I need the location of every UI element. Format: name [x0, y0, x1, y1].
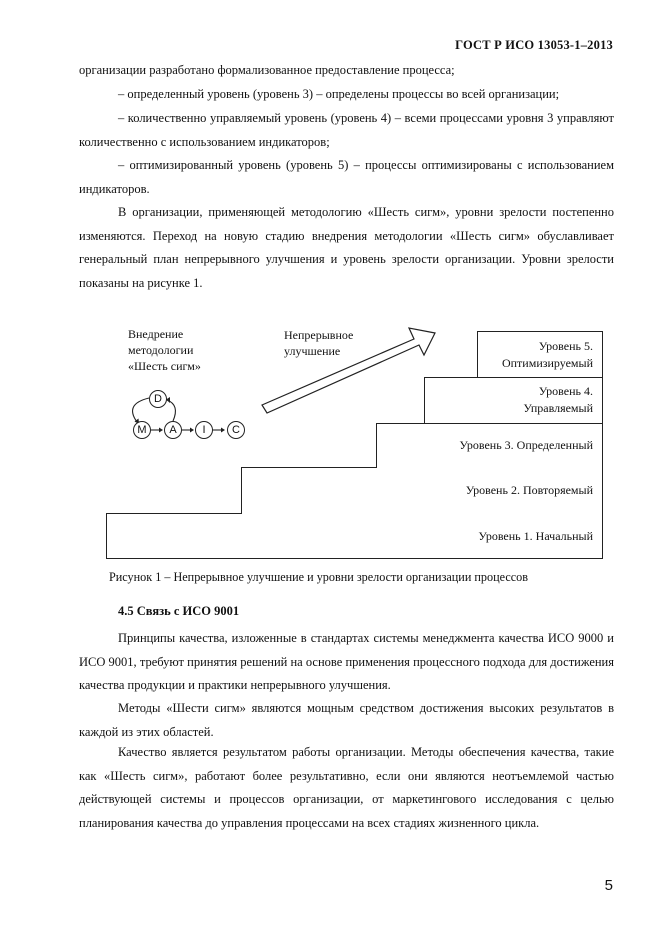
level-4-label-line1: Уровень 4. [538, 384, 593, 398]
level-3-label: Уровень 3. Определенный [459, 438, 593, 452]
list-item-level-5: – оптимизированный уровень (уровень 5) – процессы оптимизированы с использованием индикаторов. [79, 158, 614, 196]
level-1-label: Уровень 1. Начальный [478, 529, 593, 543]
level-5-label-line2: Оптимизируемый [501, 356, 593, 370]
paragraph-principles: Принципы качества, изложенные в стандартах системы менеджмента качества ИСО 9000 и ИСО 9001, требуют принятия решений на основе применения процессного подхода для достижения качества продукции и практики непрерывного улучшения. [79, 631, 614, 692]
figure-caption: Рисунок 1 – Непрерывное улучшение и уровни зрелости организации процессов [108, 570, 529, 584]
page-number: 5 [604, 877, 613, 894]
dmaic-c-icon: C [227, 421, 245, 439]
level-4-label-line2: Управляемый [523, 401, 593, 415]
dmaic-i-icon: I [195, 421, 213, 439]
level-2-label: Уровень 2. Повторяемый [465, 483, 593, 497]
paragraph-continuation: организации разработано формализованное предоставление процесса; [79, 63, 455, 77]
improve-label-line1: Непрерывное [284, 328, 354, 342]
paragraph-maturity: В организации, применяющей методологию «Шесть сигм», уровни зрелости постепенно изменяются. Переход на новую стадию внедрения методологии «Шесть сигм» обуславливает генеральный план непрерывного улучшения и уровень зрелости организации. Уровни зрелости показаны на рисунке 1. [79, 205, 614, 290]
section-heading: 4.5 Связь с ИСО 9001 [118, 604, 240, 618]
dmaic-m-icon: M [133, 421, 151, 439]
level-5-label-line1: Уровень 5. [538, 339, 593, 353]
improve-label-line2: улучшение [284, 344, 341, 358]
paragraph-quality: Качество является результатом работы организации. Методы обеспечения качества, такие как «Шесть сигм», работают более результативно, если они являются неотъемлемой частью действующей системы и процессов организации, от маркетингового исследования с целью планирования качества до управления процессами на всех стадиях жизненного цикла. [79, 745, 614, 830]
intro-label-line2: методологии [128, 343, 194, 357]
document-header: ГОСТ Р ИСО 13053-1–2013 [455, 38, 613, 52]
dmaic-a-icon: A [164, 421, 182, 439]
improvement-arrow-icon [262, 328, 435, 413]
paragraph-methods: Методы «Шести сигм» являются мощным средством достижения высоких результатов в каждой из этих областей. [79, 701, 614, 739]
list-item-level-4: – количественно управляемый уровень (уровень 4) – всеми процессами уровня 3 управляют количественно с использованием индикаторов; [79, 111, 614, 149]
intro-label-line1: Внедрение [128, 327, 184, 341]
list-item-level-3: – определенный уровень (уровень 3) – определены процессы во всей организации; [118, 87, 560, 101]
dmaic-d-icon: D [149, 390, 167, 408]
intro-label-line3: «Шесть сигм» [128, 359, 201, 373]
